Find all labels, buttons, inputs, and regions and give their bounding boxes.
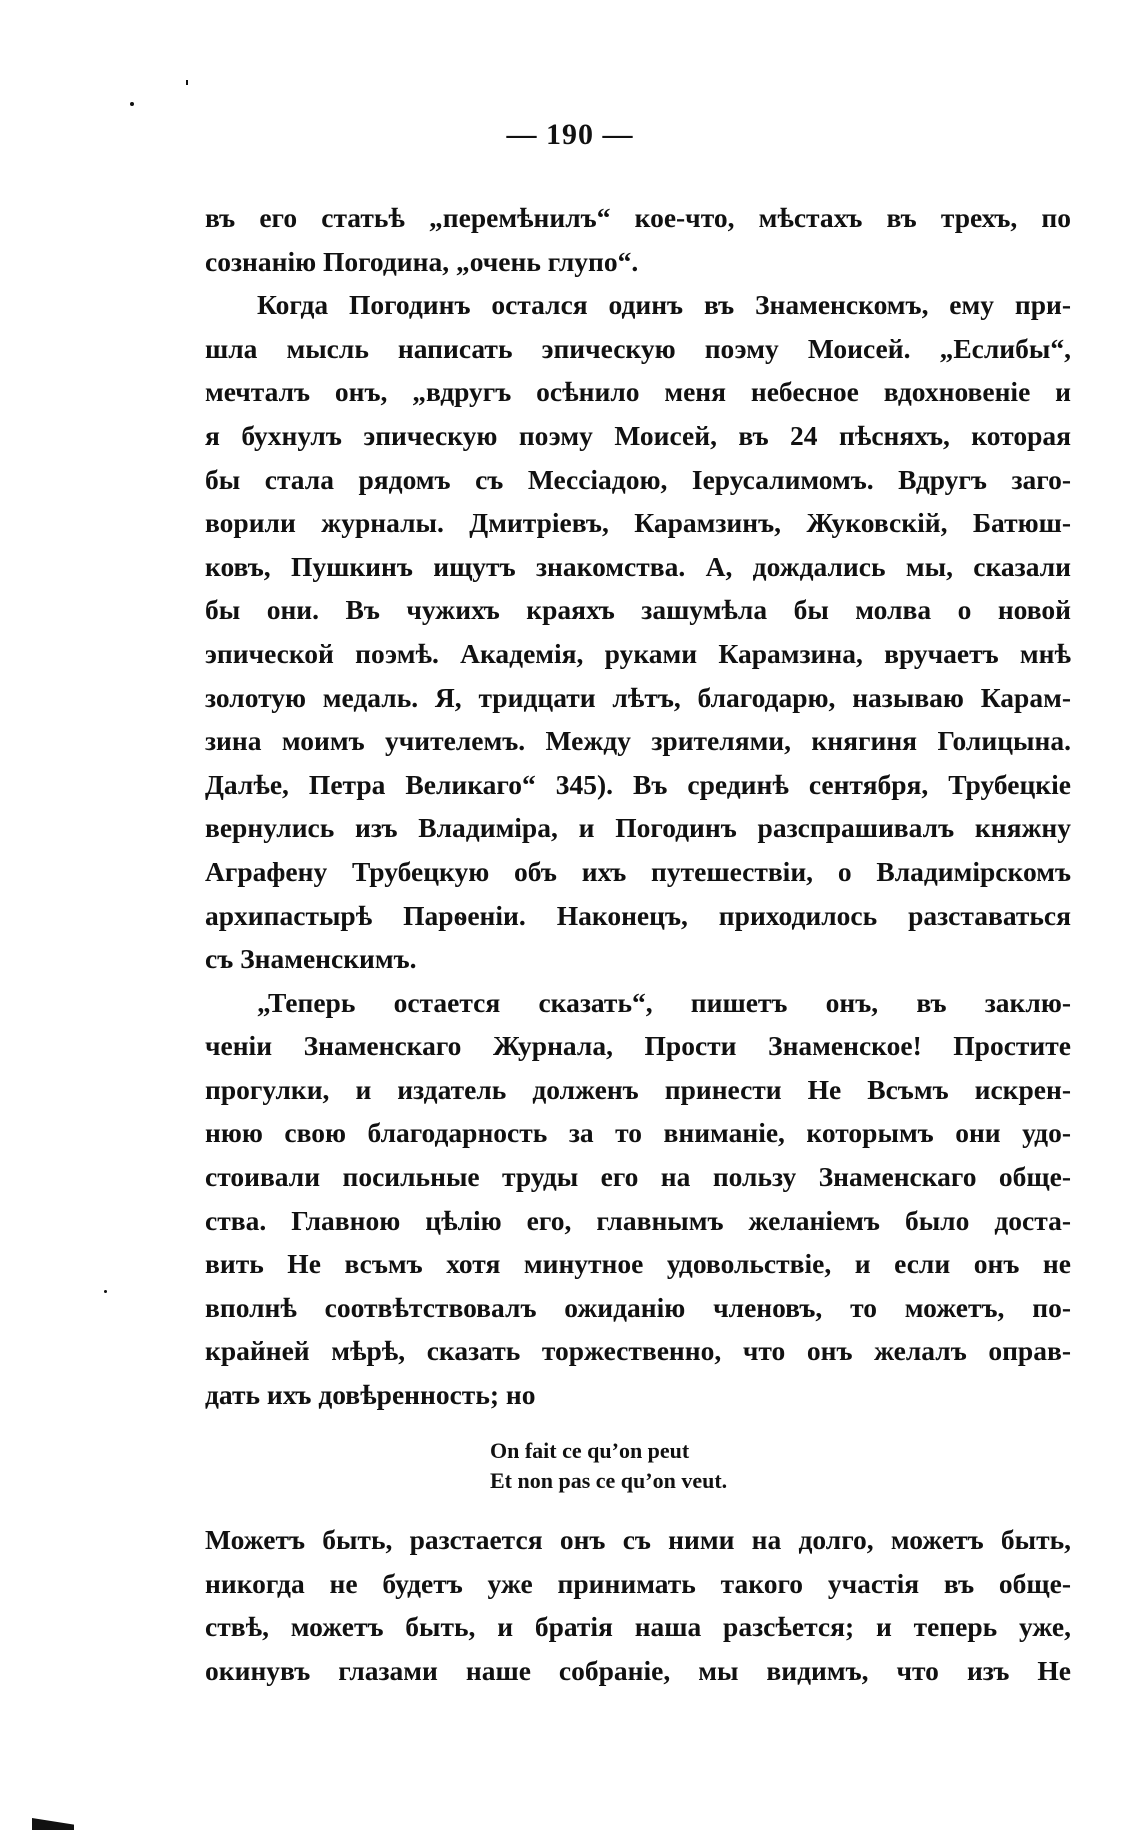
page-number: — 190 —	[506, 118, 634, 151]
text-line: стоивали посильные труды его на пользу Знаменскаго обще-	[205, 1161, 1071, 1193]
scan-edge-mark	[32, 1818, 74, 1830]
text-line: съ Знаменскимъ.	[205, 943, 417, 975]
text-line: ства. Главною цѣлію его, главнымъ желаніемъ было доста-	[205, 1204, 1071, 1236]
text-line: бы они. Въ чужихъ краяхъ зашумѣла бы молва о новой	[205, 594, 1071, 626]
quote-line: Et non pas ce qu’on veut.	[490, 1468, 728, 1493]
scan-speck	[186, 80, 188, 85]
text-line: сознанію Погодина, „очень глупо“.	[205, 245, 639, 277]
text-line: ковъ, Пушкинъ ищутъ знакомства. А, дождались мы, сказали	[205, 550, 1071, 582]
text-line: архипастырѣ Парѳеніи. Наконецъ, приходилось разставаться	[205, 899, 1071, 931]
quote-line: On fait ce qu’on peut	[490, 1438, 690, 1463]
text-line: нюю свою благодарность за то вниманіе, которымъ они удо-	[205, 1117, 1071, 1149]
body-text-continued	[205, 1518, 1071, 1692]
text-line: шла мысль написать эпическую поэму Моисей. „Еслибы“,	[205, 332, 1071, 364]
text-line: прогулки, и издатель долженъ принести Не Всъмъ искрен-	[205, 1073, 1071, 1105]
body-text	[205, 196, 1071, 1417]
french-quote	[490, 1436, 727, 1496]
text-line: въ его статьѣ „перемѣнилъ“ кое-что, мѣстахъ въ трехъ, по	[205, 202, 1071, 233]
text-line: вполнѣ соотвѣтствовалъ ожиданію членовъ, то можетъ, по-	[205, 1291, 1071, 1323]
text-line: я бухнулъ эпическую поэму Моисей, въ 24 пѣсняхъ, которая	[205, 419, 1071, 451]
scan-speck	[130, 102, 134, 106]
text-line: ствѣ, можетъ быть, и братія наша разсѣется; и теперь уже,	[205, 1611, 1071, 1643]
text-line: ченіи Знаменскаго Журнала, Прости Знаменское! Простите	[205, 1030, 1071, 1062]
text-line: никогда не будетъ уже принимать такого участія въ обще-	[205, 1567, 1071, 1599]
text-line: зина моимъ учителемъ. Между зрителями, княгиня Голицына.	[205, 725, 1071, 757]
text-line: вернулись изъ Владиміра, и Погодинъ разспрашивалъ княжну	[205, 812, 1071, 844]
paragraph	[205, 196, 1071, 283]
text-line: вить Не всъмъ хотя минутное удовольствіе, и если онъ не	[205, 1248, 1071, 1280]
paragraph	[205, 1518, 1071, 1692]
text-line: ворили журналы. Дмитріевъ, Карамзинъ, Жуковскій, Батюш-	[205, 507, 1071, 539]
text-line: окинувъ глазами наше собраніе, мы видимъ, что изъ Не	[205, 1654, 1071, 1686]
text-line: золотую медаль. Я, тридцати лѣтъ, благодарю, называю Карам-	[205, 681, 1071, 713]
text-line: мечталъ онъ, „вдругъ осѣнило меня небесное вдохновеніе и	[205, 376, 1071, 408]
text-line: Далѣе, Петра Великаго“ 345). Въ срединѣ сентября, Трубецкіе	[205, 768, 1071, 800]
text-line: Можетъ быть, разстается онъ съ ними на долго, можетъ быть,	[205, 1524, 1071, 1555]
scan-speck	[104, 1290, 107, 1293]
paragraph	[205, 283, 1071, 981]
text-line: эпической поэмѣ. Академія, руками Карамзина, вручаетъ мнѣ	[205, 637, 1071, 669]
text-line: Когда Погодинъ остался одинъ въ Знаменскомъ, ему при-	[257, 289, 1071, 321]
text-line: „Теперь остается сказать“, пишетъ онъ, въ заклю-	[257, 986, 1071, 1018]
text-line: Аграфену Трубецкую объ ихъ путешествіи, о Владимірскомъ	[205, 855, 1071, 887]
text-line: дать ихъ довѣренность; но	[205, 1379, 536, 1411]
text-line: бы стала рядомъ съ Мессіадою, Іерусалимомъ. Вдругъ заго-	[205, 463, 1071, 495]
text-line: крайней мѣрѣ, сказать торжественно, что онъ желалъ оправ-	[205, 1335, 1071, 1367]
paragraph	[205, 981, 1071, 1417]
